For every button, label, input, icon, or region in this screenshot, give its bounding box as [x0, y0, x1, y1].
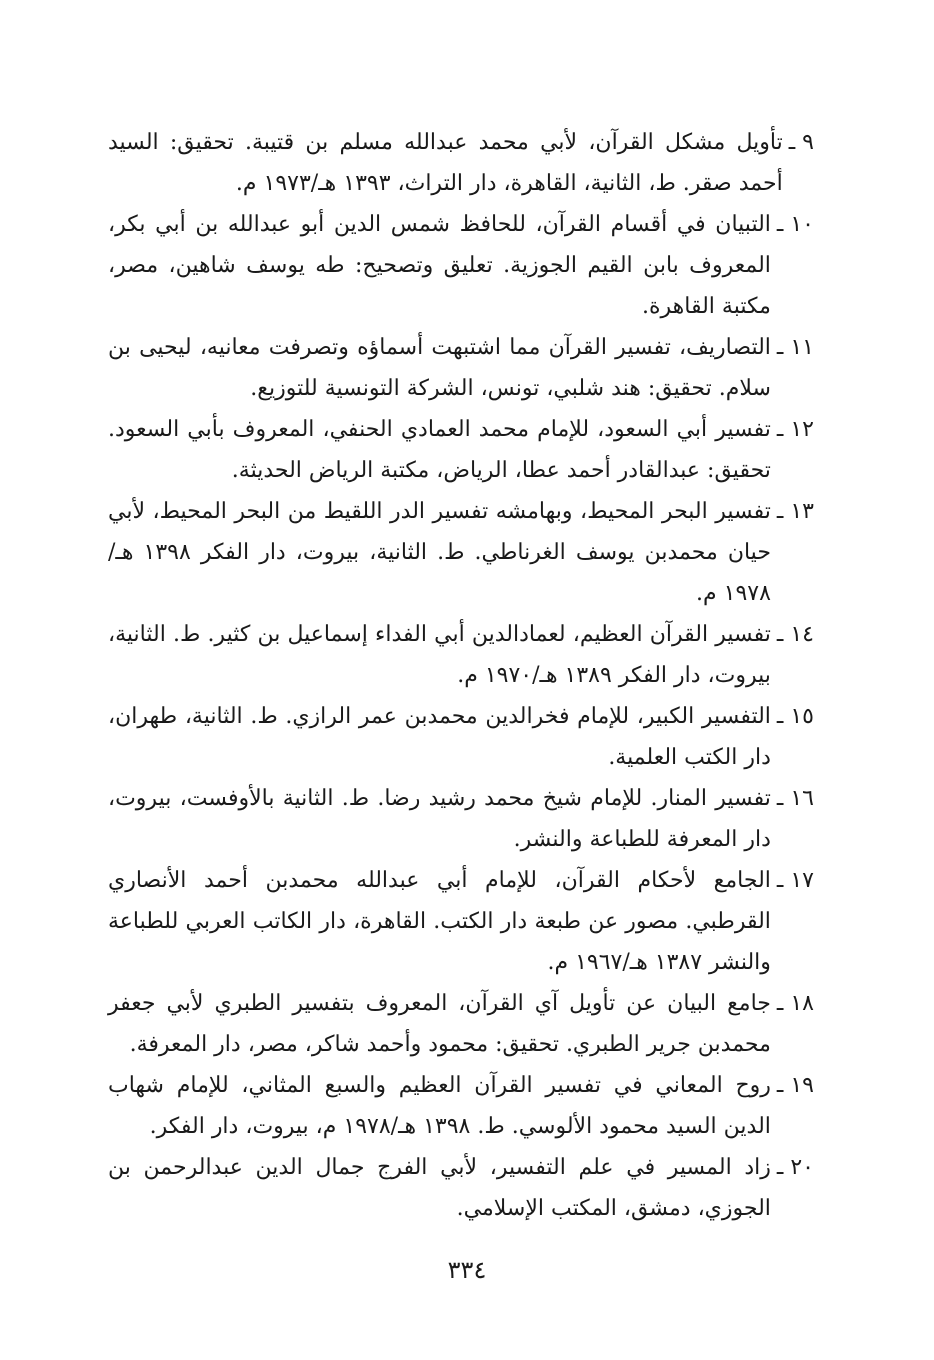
entry-number: ١٧ ـ [776, 868, 814, 893]
entry-text: تفسير أبي السعود، للإمام محمد العمادي الحنفي، المعروف بأبي السعود. تحقيق: عبدالقادر أحمد عطا، الرياض، مكتبة الرياض الحديثة. [108, 417, 771, 483]
entry-number: ١٨ ـ [776, 991, 814, 1016]
entry-text: روح المعاني في تفسير القرآن العظيم والسبع المثاني، للإمام شهاب الدين السيد محمود الألوسي. ط. ١٣٩٨ هـ/١٩٧٨ م، بيروت، دار الفكر. [108, 1073, 771, 1139]
entry-text: زاد المسير في علم التفسير، لأبي الفرج جمال الدين عبدالرحمن بن الجوزي، دمشق، المكتب الإسلامي. [108, 1155, 771, 1221]
entry-number: ١٩ ـ [776, 1073, 814, 1098]
page-number: ٣٣٤ [447, 1256, 487, 1284]
entry-text: التصاريف، تفسير القرآن مما اشتبهت أسماؤه وتصرفت معانيه، ليحيى بن سلام. تحقيق: هند شلبي، تونس، الشركة التونسية للتوزيع. [108, 335, 771, 401]
list-item [108, 696, 814, 778]
entry-text: تفسير البحر المحيط، وبهامشه تفسير الدر اللقيط من البحر المحيط، لأبي حيان محمدبن يوسف الغرناطي. ط. الثانية، بيروت، دار الفكر ١٣٩٨ هـ/١٩٧٨ م. [108, 499, 771, 606]
entry-number: ٩ ـ [788, 130, 814, 155]
list-item [108, 122, 814, 204]
list-item [108, 204, 814, 327]
list-item [108, 409, 814, 491]
list-item [108, 327, 814, 409]
entry-number: ١٣ ـ [776, 499, 814, 524]
list-item [108, 491, 814, 614]
entry-text: التفسير الكبير، للإمام فخرالدين محمدبن عمر الرازي. ط. الثانية، طهران، دار الكتب العلمية. [108, 704, 771, 770]
list-item [108, 1147, 814, 1229]
entry-text: التبيان في أقسام القرآن، للحافظ شمس الدين أبو عبدالله بن أبي بكر، المعروف بابن القيم الجوزية. تعليق وتصحيح: طه يوسف شاهين، مصر، مكتبة القاهرة. [108, 212, 771, 319]
list-item [108, 778, 814, 860]
entry-number: ٢٠ ـ [776, 1155, 814, 1180]
entry-text: جامع البيان عن تأويل آي القرآن، المعروف بتفسير الطبري لأبي جعفر محمدبن جرير الطبري. تحقيق: محمود وأحمد شاكر، مصر، دار المعرفة. [108, 991, 771, 1057]
list-item [108, 1065, 814, 1147]
entry-text: تفسير القرآن العظيم، لعمادالدين أبي الفداء إسماعيل بن كثير. ط. الثانية، بيروت، دار الفكر ١٣٨٩ هـ/١٩٧٠ م. [108, 622, 771, 688]
bibliography-list [108, 122, 814, 1229]
entry-text: تأويل مشكل القرآن، لأبي محمد عبدالله مسلم بن قتيبة. تحقيق: السيد أحمد صقر. ط، الثانية، القاهرة، دار التراث، ١٣٩٣ هـ/١٩٧٣ م. [108, 130, 783, 196]
list-item [108, 860, 814, 983]
entry-number: ١٤ ـ [776, 622, 814, 647]
list-item [108, 983, 814, 1065]
entry-number: ١٦ ـ [776, 786, 814, 811]
entry-number: ١٥ ـ [776, 704, 814, 729]
entry-number: ١١ ـ [776, 335, 814, 360]
entry-number: ١٢ ـ [776, 417, 814, 442]
entry-text: تفسير المنار. للإمام شيخ محمد رشيد رضا. ط. الثانية بالأوفست، بيروت، دار المعرفة للطباعة والنشر. [108, 786, 771, 852]
entry-text: الجامع لأحكام القرآن، للإمام أبي عبدالله محمدبن أحمد الأنصاري القرطبي. مصور عن طبعة دار الكتب. القاهرة، دار الكاتب العربي للطباعة والنشر ١٣٨٧ هـ/١٩٦٧ م. [108, 868, 771, 975]
list-item [108, 614, 814, 696]
entry-number: ١٠ ـ [776, 212, 814, 237]
